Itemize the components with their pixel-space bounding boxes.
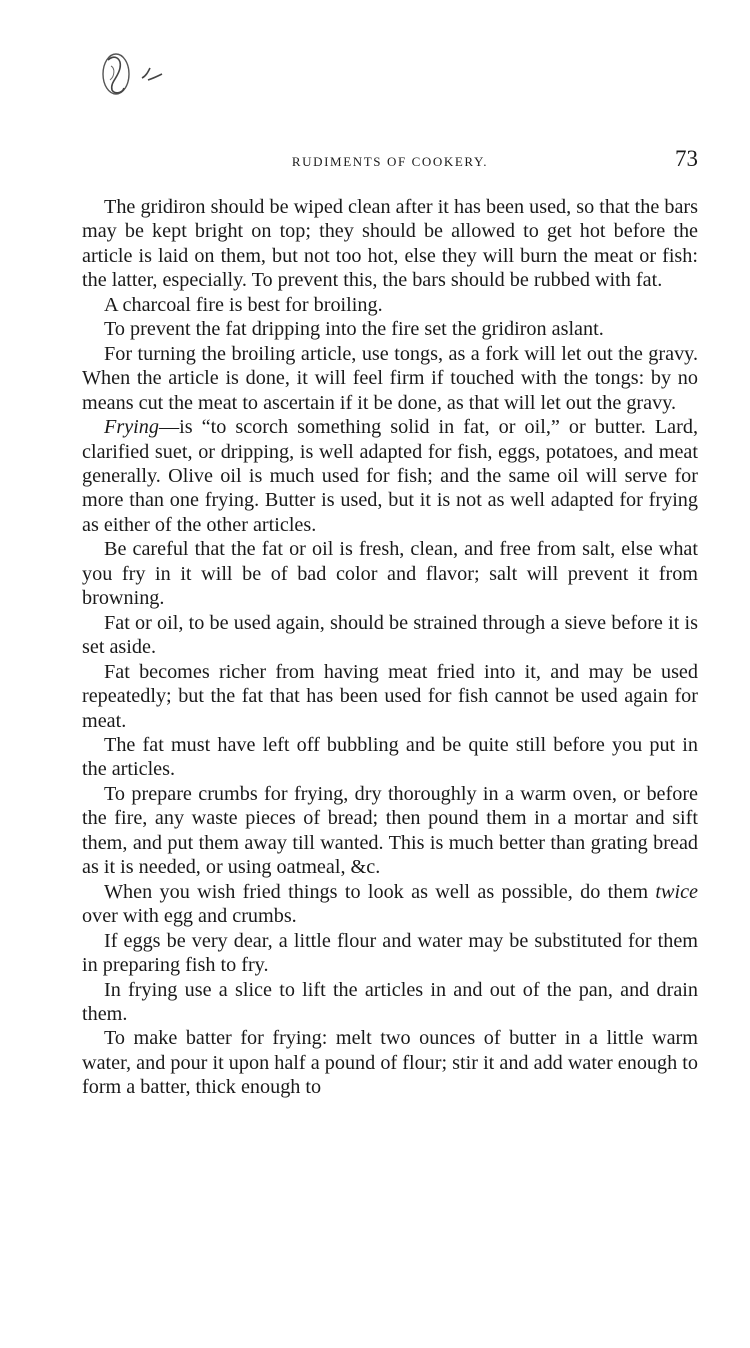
page-header	[82, 146, 698, 180]
paragraph: To prevent the fat dripping into the fire set the gridiron aslant.	[104, 318, 604, 341]
paragraph: The gridiron should be wiped clean after it has been used, so that the bars may be kept bright on top; they should be allowed to get hot before the article is laid on them, but not too hot, else they will burn the meat or fish: the latter, especially. To prevent this, the bars should be rubbed with fat.	[82, 196, 698, 292]
running-title: RUDIMENTS OF COOKERY.	[291, 154, 489, 169]
body-text	[82, 195, 698, 1100]
paragraph: If eggs be very dear, a little flour and water may be substituted for them in preparing fish to fry.	[82, 929, 698, 977]
paragraph: The fat must have left off bubbling and be quite still before you put in the articles.	[82, 733, 698, 781]
library-stamp-mark	[98, 48, 168, 100]
paragraph: When you wish fried things to look as well as possible, do them twice over with egg and crumbs.	[82, 880, 698, 928]
paragraph: Fat becomes richer from having meat fried into it, and may be used repeatedly; but the fat that has been used for fish cannot be used again for meat.	[82, 660, 698, 732]
emphasis-term: twice	[655, 880, 698, 903]
paragraph: In frying use a slice to lift the articles in and out of the pan, and drain them.	[82, 978, 698, 1025]
emphasis-term: Frying	[104, 416, 159, 439]
paragraph: Fat or oil, to be used again, should be strained through a sieve before it is set aside.	[82, 611, 698, 659]
paragraph: Be careful that the fat or oil is fresh, clean, and free from salt, else what you fry in it will be of bad color and flavor; salt will prevent it from browning.	[82, 538, 698, 610]
paragraph: To prepare crumbs for frying, dry thoroughly in a warm oven, or before the fire, any waste pieces of bread; then pound them in a mortar and sift them, and put them away till wanted. This is much better than grating bread as it is needed, or using oatmeal, &c.	[82, 782, 698, 879]
paragraph: A charcoal fire is best for broiling.	[104, 293, 383, 316]
paragraph: For turning the broiling article, use tongs, as a fork will let out the gravy. When the article is done, it will feel firm if touched with the tongs: by no means cut the meat to ascertain if it be done, as that will let out the gravy.	[82, 342, 698, 414]
paragraph: To make batter for frying: melt two ounces of butter in a little warm water, and pour it upon half a pound of flour; stir it and add water enough to form a batter, thick enough to	[82, 1027, 698, 1099]
page-number: 73	[675, 146, 698, 171]
paragraph: Frying—is “to scorch something solid in fat, or oil,” or butter. Lard, clarified suet, or dripping, is well adapted for fish, eggs, potatoes, and meat generally. Olive oil is much used for fish; and the same oil will serve for more than one frying. Butter is used, but it is not as well adapted for frying as either of the other articles.	[82, 416, 698, 536]
